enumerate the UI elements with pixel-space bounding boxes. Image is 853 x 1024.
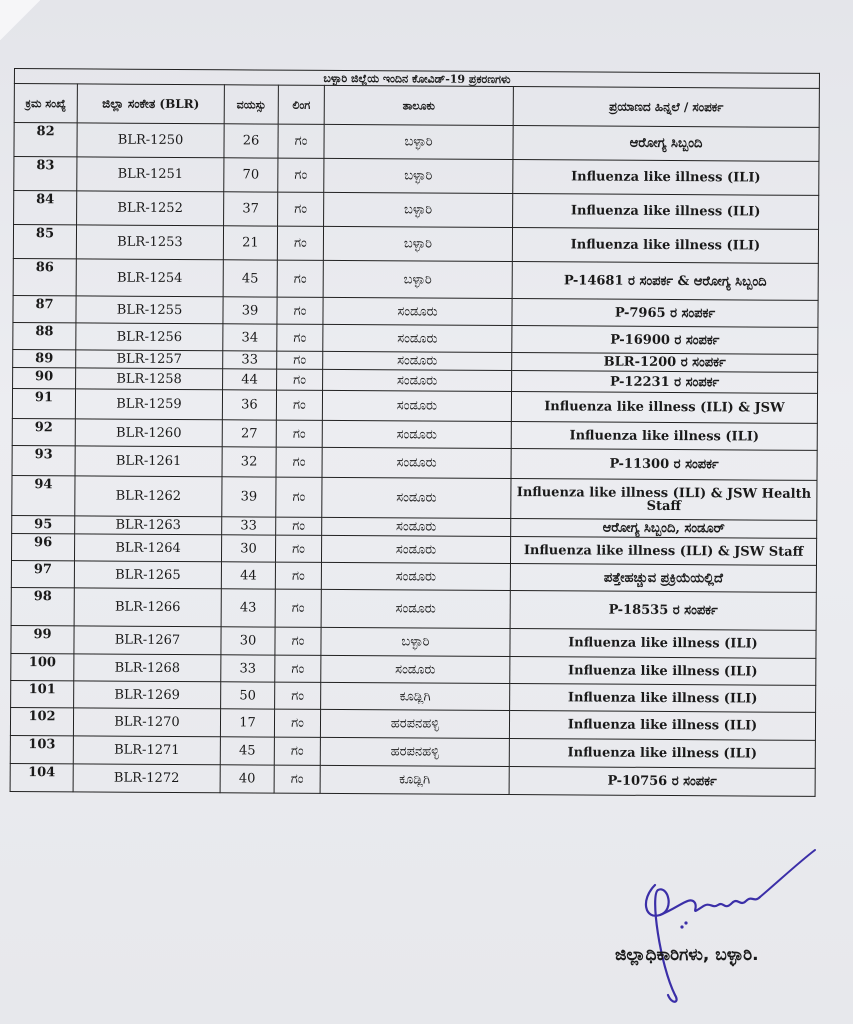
row-sex: ಗಂ (274, 709, 320, 737)
row-code: BLR-1250 (77, 123, 224, 158)
row-sex: ಗಂ (277, 260, 323, 297)
row-serial: 99 (11, 625, 74, 653)
row-sex: ಗಂ (278, 158, 324, 192)
row-sex: ಗಂ (276, 390, 322, 420)
header-taluk: ತಾಲೂಕು (324, 85, 513, 125)
row-age: 36 (222, 390, 276, 420)
row-age: 32 (222, 447, 276, 477)
row-taluk: ಸಂಡೂರು (323, 324, 512, 352)
signatory-designation: ಜಿಲ್ಲಾಧಿಕಾರಿಗಳು, ಬಳ್ಳಾರಿ. (615, 945, 759, 965)
row-history: Influenza like illness (ILI) & JSW Staff (510, 537, 816, 566)
row-serial: 87 (13, 295, 76, 322)
row-taluk: ಹರಪನಹಳ್ಳಿ (320, 737, 509, 766)
row-code: BLR-1255 (76, 296, 223, 324)
row-code: BLR-1257 (76, 350, 223, 369)
row-taluk: ಬಳ್ಳಾರಿ (323, 260, 512, 298)
row-taluk: ಸಂಡೂರು (321, 562, 510, 590)
covid-cases-table (10, 68, 820, 797)
row-age: 33 (222, 517, 276, 535)
row-age: 45 (220, 737, 274, 765)
row-sex: ಗಂ (276, 517, 322, 535)
row-age: 43 (221, 589, 275, 627)
row-history: P-18535 ರ ಸಂಪರ್ಕ (510, 591, 816, 631)
row-history: Influenza like illness (ILI) (513, 160, 819, 196)
row-history: P-10756 ರ ಸಂಪರ್ಕ (509, 767, 815, 797)
row-code: BLR-1256 (76, 323, 223, 351)
row-code: BLR-1261 (75, 446, 222, 477)
row-code: BLR-1264 (74, 534, 221, 562)
row-history: Influenza like illness (ILI) (513, 194, 819, 230)
header-age: ವಯಸ್ಸು (224, 85, 278, 124)
row-taluk: ಬಳ್ಳಾರಿ (324, 158, 513, 193)
row-history: Influenza like illness (ILI) (510, 684, 816, 713)
row-history: BLR-1200 ರ ಸಂಪರ್ಕ (512, 353, 818, 373)
row-serial: 83 (14, 157, 77, 191)
row-history: P-16900 ರ ಸಂಪರ್ಕ (512, 326, 818, 355)
row-history: Influenza like illness (ILI) (509, 739, 815, 769)
row-taluk: ಸಂಡೂರು (323, 351, 512, 370)
row-sex: ಗಂ (276, 477, 322, 517)
row-taluk: ಕೂಡ್ಲಿಗಿ (320, 765, 509, 794)
row-serial: 104 (10, 763, 73, 791)
table-body (10, 123, 819, 797)
row-taluk: ಸಂಡೂರು (322, 517, 511, 536)
row-serial: 97 (11, 560, 74, 587)
row-sex: ಗಂ (276, 447, 322, 477)
row-history: Influenza like illness (ILI) (510, 657, 816, 686)
table-row (11, 587, 816, 630)
row-code: BLR-1265 (74, 561, 221, 589)
row-taluk: ಸಂಡೂರು (321, 589, 510, 628)
table-row (14, 191, 819, 230)
row-history: Influenza like illness (ILI) (512, 228, 818, 264)
row-taluk: ಸಂಡೂರು (321, 535, 510, 563)
row-code: BLR-1271 (73, 736, 220, 765)
row-sex: ಗಂ (278, 192, 324, 226)
handwritten-signature-icon (620, 845, 820, 1005)
row-age: 44 (223, 369, 277, 390)
row-serial: 100 (11, 653, 74, 680)
row-sex: ಗಂ (277, 369, 323, 390)
row-taluk: ಬಳ್ಳಾರಿ (323, 226, 512, 261)
row-taluk: ಬಳ್ಳಾರಿ (324, 124, 513, 159)
row-history: P-11300 ರ ಸಂಪರ್ಕ (511, 449, 817, 481)
row-age: 30 (221, 535, 275, 562)
row-code: BLR-1259 (75, 389, 222, 420)
table-row (12, 388, 817, 423)
row-age: 27 (222, 420, 276, 447)
table-row (13, 258, 818, 300)
signature-block (600, 845, 840, 1015)
row-serial: 86 (13, 258, 76, 295)
row-age: 21 (223, 226, 277, 260)
row-serial: 102 (10, 707, 73, 735)
row-age: 33 (221, 655, 275, 682)
row-sex: ಗಂ (274, 765, 320, 793)
row-code: BLR-1268 (74, 654, 221, 682)
row-taluk: ಸಂಡೂರು (323, 369, 512, 391)
row-sex: ಗಂ (274, 737, 320, 765)
row-code: BLR-1263 (75, 516, 222, 535)
row-taluk: ಸಂಡೂರು (322, 447, 511, 478)
folded-corner (0, 0, 40, 40)
row-code: BLR-1267 (74, 626, 221, 655)
row-code: BLR-1269 (74, 681, 221, 709)
row-serial: 82 (14, 123, 77, 157)
row-sex: ಗಂ (275, 589, 321, 627)
row-serial: 96 (11, 533, 74, 560)
row-serial: 95 (12, 515, 75, 533)
row-serial: 85 (13, 225, 76, 259)
table-row (14, 157, 819, 196)
row-taluk: ಸಂಡೂರು (321, 655, 510, 683)
row-serial: 94 (12, 475, 75, 515)
row-history: Influenza like illness (ILI) (511, 422, 817, 451)
row-sex: ಗಂ (275, 682, 321, 709)
row-serial: 101 (11, 680, 74, 707)
row-serial: 98 (11, 587, 74, 625)
row-code: BLR-1252 (77, 191, 224, 226)
header-code: ಜಿಲ್ಲಾ ಸಂಕೇತ (BLR) (77, 84, 224, 124)
row-code: BLR-1266 (74, 588, 221, 627)
row-sex: ಗಂ (275, 562, 321, 589)
row-code: BLR-1251 (77, 157, 224, 192)
header-serial: ಕ್ರಮ ಸಂಖ್ಯೆ (14, 84, 77, 123)
row-taluk: ಸಂಡೂರು (322, 477, 511, 518)
row-serial: 84 (14, 191, 77, 225)
row-history: P-14681 ರ ಸಂಪರ್ಕ & ಆರೋಗ್ಯ ಸಿಬ್ಬಂದಿ (512, 262, 818, 301)
row-history: Influenza like illness (ILI) (509, 711, 815, 741)
row-sex: ಗಂ (277, 297, 323, 324)
row-code: BLR-1253 (76, 225, 223, 260)
row-taluk: ಬಳ್ಳಾರಿ (324, 192, 513, 227)
row-taluk: ಸಂಡೂರು (322, 390, 511, 421)
row-serial: 93 (12, 445, 75, 475)
row-taluk: ಸಂಡೂರು (322, 420, 511, 448)
row-age: 26 (224, 124, 278, 158)
row-age: 33 (223, 351, 277, 369)
row-history: P-12231 ರ ಸಂಪರ್ಕ (512, 371, 818, 394)
header-sex: ಲಿಂಗ (278, 85, 324, 124)
table-row (10, 763, 815, 796)
row-sex: ಗಂ (278, 124, 324, 158)
row-history: ಆರೋಗ್ಯ ಸಿಬ್ಬಂದಿ (513, 126, 819, 162)
row-taluk: ಬಳ್ಳಾರಿ (321, 627, 510, 656)
row-sex: ಗಂ (275, 627, 321, 655)
row-age: 34 (223, 324, 277, 351)
row-serial: 91 (12, 388, 75, 418)
row-sex: ಗಂ (277, 226, 323, 260)
row-age: 39 (223, 297, 277, 324)
row-history: Influenza like illness (ILI) & JSW (511, 392, 817, 424)
table-row (13, 225, 818, 264)
row-serial: 92 (12, 418, 75, 445)
row-age: 70 (224, 158, 278, 192)
row-sex: ಗಂ (277, 324, 323, 351)
row-sex: ಗಂ (277, 351, 323, 369)
row-age: 40 (220, 765, 274, 793)
row-serial: 89 (13, 349, 76, 367)
row-history: P-7965 ರ ಸಂಪರ್ಕ (512, 299, 818, 328)
row-age: 37 (224, 192, 278, 226)
row-taluk: ಸಂಡೂರು (323, 297, 512, 325)
row-sex: ಗಂ (275, 535, 321, 562)
row-history: ಆರೋಗ್ಯ ಸಿಬ್ಬಂದಿ, ಸಂಡೂರ್ (511, 519, 817, 539)
row-age: 50 (221, 682, 275, 709)
table-header-row (14, 84, 819, 128)
table-row (12, 475, 817, 520)
row-age: 44 (221, 562, 275, 589)
row-age: 17 (220, 709, 274, 737)
row-code: BLR-1272 (73, 764, 220, 793)
table-row (12, 445, 817, 480)
row-age: 39 (222, 477, 276, 517)
row-age: 45 (223, 260, 277, 297)
row-code: BLR-1270 (73, 708, 220, 737)
table-title: ಬಳ್ಳಾರಿ ಜಿಲ್ಲೆಯ ಇಂದಿನ ಕೋವಿಡ್-19 ಪ್ರಕರಣಗಳು (14, 69, 819, 89)
header-history: ಪ್ರಯಾಣದ ಹಿನ್ನಲೆ / ಸಂಪರ್ಕ (513, 87, 819, 128)
row-code: BLR-1254 (76, 259, 223, 297)
row-sex: ಗಂ (276, 420, 322, 447)
row-code: BLR-1260 (75, 419, 222, 447)
row-age: 30 (221, 627, 275, 655)
row-taluk: ಹರಪನಹಳ್ಳಿ (320, 709, 509, 738)
row-history: Influenza like illness (ILI) (510, 629, 816, 659)
row-taluk: ಕೂಡ್ಲಿಗಿ (321, 682, 510, 710)
row-serial: 88 (13, 322, 76, 349)
row-history: ಪತ್ತೇಹಚ್ಚುವ ಪ್ರಕ್ರಿಯೆಯಲ್ಲಿದೆ (510, 564, 816, 593)
row-code: BLR-1258 (76, 368, 223, 390)
row-history: Influenza like illness (ILI) & JSW Health Staff (511, 479, 817, 521)
row-code: BLR-1262 (75, 476, 222, 517)
table-row (14, 123, 819, 162)
row-serial: 103 (10, 735, 73, 763)
row-serial: 90 (13, 367, 76, 388)
row-sex: ಗಂ (275, 655, 321, 682)
